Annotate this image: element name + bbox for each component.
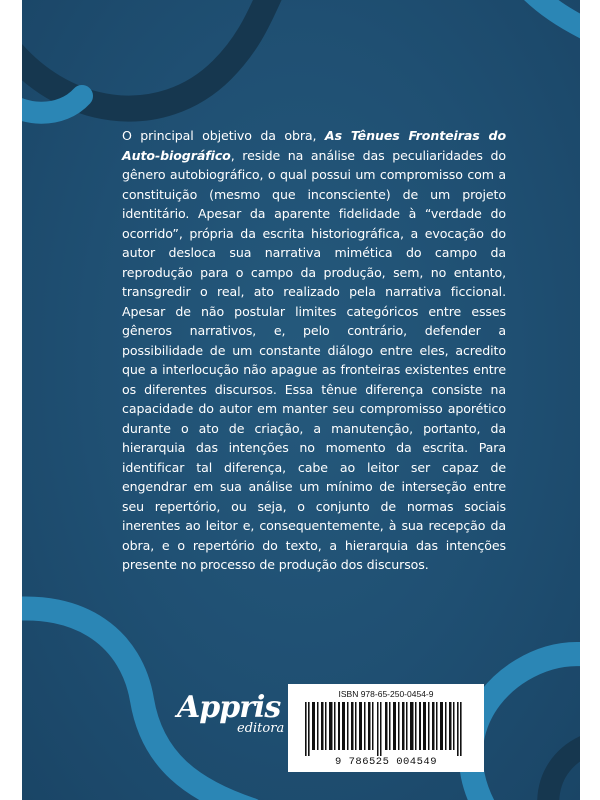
wave-bottom-right-dark	[548, 740, 580, 800]
barcode-icon	[297, 702, 475, 756]
wave-top-right-light	[520, 0, 580, 32]
wave-top-left-dark	[22, 0, 272, 109]
isbn-label: ISBN 978-65-250-0454-9	[338, 689, 434, 699]
barcode-digits: 9 786525 004549	[334, 756, 437, 768]
back-cover-blurb	[122, 126, 506, 575]
blurb-body: , reside na análise das peculiaridades do gênero autobiográfico, o qual possui um compromisso com a constituição (mesmo que inconsciente) de um projeto identitário. Apesar da aparente fidelidade à “verdade do ocorrido”, própria da escrita historiográfica, a evocação do autor desloca sua narrativa mimética do campo da reprodução para o campo da produção, sem, no entanto, transgredir o real, ato realizado pela narrativa ficcional. Apesar de não postular limites categóricos entre esses gêneros narrativos, e, pelo contrário, defender a possibilidade de um constante diálogo entre eles, acredito que a interlocução não apague as fronteiras existentes entre os diferentes discursos. Essa tênue diferença consiste na capacidade do autor em manter seu compromisso aporético durante o ato de criação, a manutenção, portanto, da hierarquia das intenções no momento da escrita. Para identificar tal diferença, cabe ao leitor ser capaz de engendrar em sua análise um mínimo de interseção entre seu repertório, ou seja, o conjunto de normas sociais inerentes ao leitor e, consequentemente, à sua recepção da obra, e o repertório do texto, a hierarquia das intenções presente no processo de produção dos discursos.	[122, 147, 506, 572]
cover-background	[22, 0, 580, 800]
publisher-subtitle: editora	[237, 721, 285, 736]
publisher-name: Appris	[177, 690, 281, 725]
publisher-logo	[177, 690, 297, 740]
blurb-book-title: As Tênues Fronteiras do Auto-biográfico	[122, 128, 506, 163]
blurb-lead: O principal objetivo da obra,	[122, 128, 325, 143]
isbn-barcode-box	[288, 684, 484, 772]
